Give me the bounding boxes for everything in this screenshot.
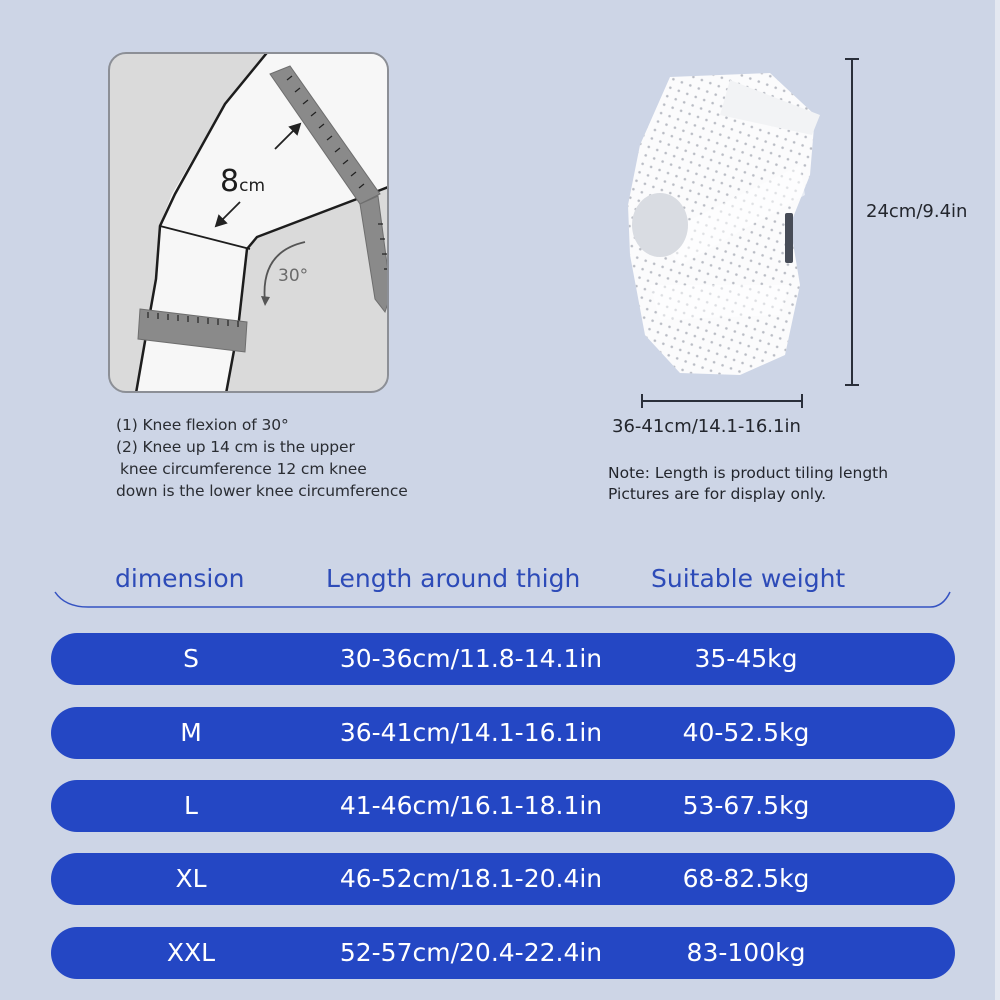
height-dimension-cap [845,384,859,386]
width-dimension-cap [641,394,643,408]
note-line: Pictures are for display only. [608,485,827,503]
thigh-cell: 41-46cm/16.1-18.1in [339,791,603,820]
thigh-cell: 46-52cm/18.1-20.4in [339,864,603,893]
note-line: Note: Length is product tiling length [608,464,889,482]
size-row-xxl [51,927,955,979]
column-header-dimension: dimension [115,564,245,593]
height-dimension-line [851,58,853,385]
angle-label: 30° [278,266,309,286]
thigh-cell: 30-36cm/11.8-14.1in [339,644,603,673]
weight-cell: 83-100kg [686,938,806,967]
size-row-l [51,780,955,832]
measure-unit: cm [239,176,266,196]
instruction-line: down is the lower knee circumference [116,482,408,500]
weight-cell: 68-82.5kg [682,864,810,893]
product-width-label: 36-41cm/14.1-16.1in [612,416,801,437]
size-cell: L [184,791,198,820]
size-table-header [50,560,960,610]
size-cell: S [183,644,199,673]
width-dimension-line [641,400,803,402]
size-row-m [51,707,955,759]
measurement-instructions [116,414,476,502]
knee-measurement-illustration [108,52,389,393]
column-header-thigh-length: Length around thigh [326,564,581,593]
product-note [608,463,888,505]
weight-cell: 40-52.5kg [682,718,810,747]
size-cell: XL [175,864,207,893]
thigh-cell: 52-57cm/20.4-22.4in [339,938,603,967]
thigh-cell: 36-41cm/14.1-16.1in [339,718,603,747]
product-height-label: 24cm/9.4in [866,201,968,222]
size-cell: M [180,718,202,747]
size-row-s [51,633,955,685]
height-dimension-cap [845,58,859,60]
edge-strip [995,0,1000,1000]
column-header-weight: Suitable weight [651,564,846,593]
instruction-line: knee circumference 12 cm knee [120,460,367,478]
size-cell: XXL [166,938,216,967]
size-row-xl [51,853,955,905]
measure-number: 8 [220,164,240,199]
knee-drawing-icon [110,54,389,393]
knee-brace-icon [620,55,820,385]
instruction-line: (1) Knee flexion of 30° [116,416,289,434]
weight-cell: 35-45kg [694,644,798,673]
measure-value [220,164,265,199]
weight-cell: 53-67.5kg [682,791,810,820]
knee-brace-product-image [620,55,820,385]
instruction-line: (2) Knee up 14 cm is the upper [116,438,355,456]
width-dimension-cap [801,394,803,408]
